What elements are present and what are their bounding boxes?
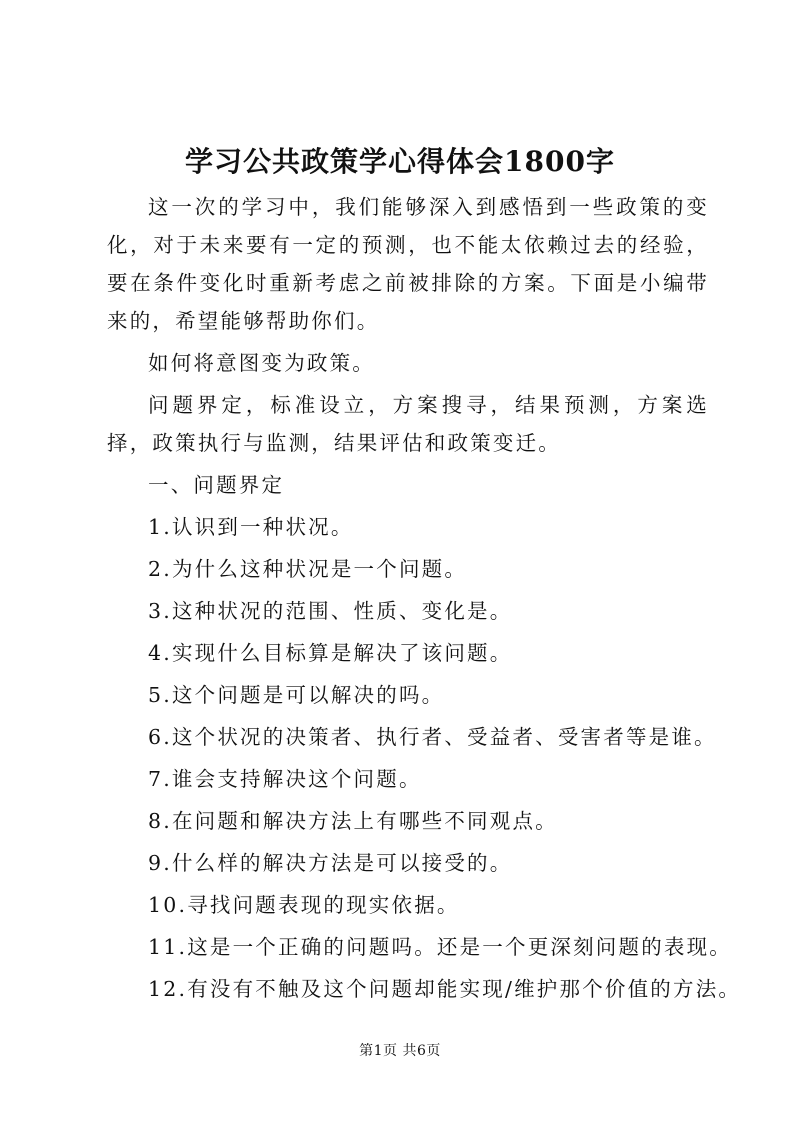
list-item: 4.实现什么目标算是解决了该问题。 [148, 641, 513, 665]
list-item: 3.这种状况的范围、性质、变化是。 [148, 599, 513, 623]
list-item: 8.在问题和解决方法上有哪些不同观点。 [148, 809, 558, 833]
list-item: 12.有没有不触及这个问题却能实现/维护那个价值的方法。 [148, 977, 742, 1001]
document-title: 学习公共政策学心得体会1800字 [185, 145, 615, 178]
list-item: 10.寻找问题表现的现实依据。 [148, 893, 460, 917]
list-item: 2.为什么这种状况是一个问题。 [148, 557, 468, 581]
list-item: 5.这个问题是可以解决的吗。 [148, 683, 445, 707]
section-heading: 一、问题界定 [148, 473, 285, 497]
list-item: 1.认识到一种状况。 [148, 515, 354, 539]
document-body [107, 188, 742, 1012]
list-item: 6.这个状况的决策者、执行者、受益者、受害者等是谁。 [148, 725, 717, 749]
paragraph-policy-question: 如何将意图变为政策。 [148, 351, 375, 375]
page-indicator: 第1页 共6页 [359, 1043, 441, 1059]
paragraph-policy-steps: 问题界定，标准设立，方案搜寻，结果预测，方案选择，政策执行与监测，结果评估和政策变迁。 [107, 393, 709, 455]
list-item: 7.谁会支持解决这个问题。 [148, 767, 422, 791]
intro-paragraph: 这一次的学习中，我们能够深入到感悟到一些政策的变化，对于未来要有一定的预测，也不能太依赖过去的经验，要在条件变化时重新考虑之前被排除的方案。下面是小编带来的，希望能够帮助你们。 [107, 195, 709, 333]
list-item: 9.什么样的解决方法是可以接受的。 [148, 851, 513, 875]
list-item: 11.这是一个正确的问题吗。还是一个更深刻问题的表现。 [148, 935, 733, 959]
